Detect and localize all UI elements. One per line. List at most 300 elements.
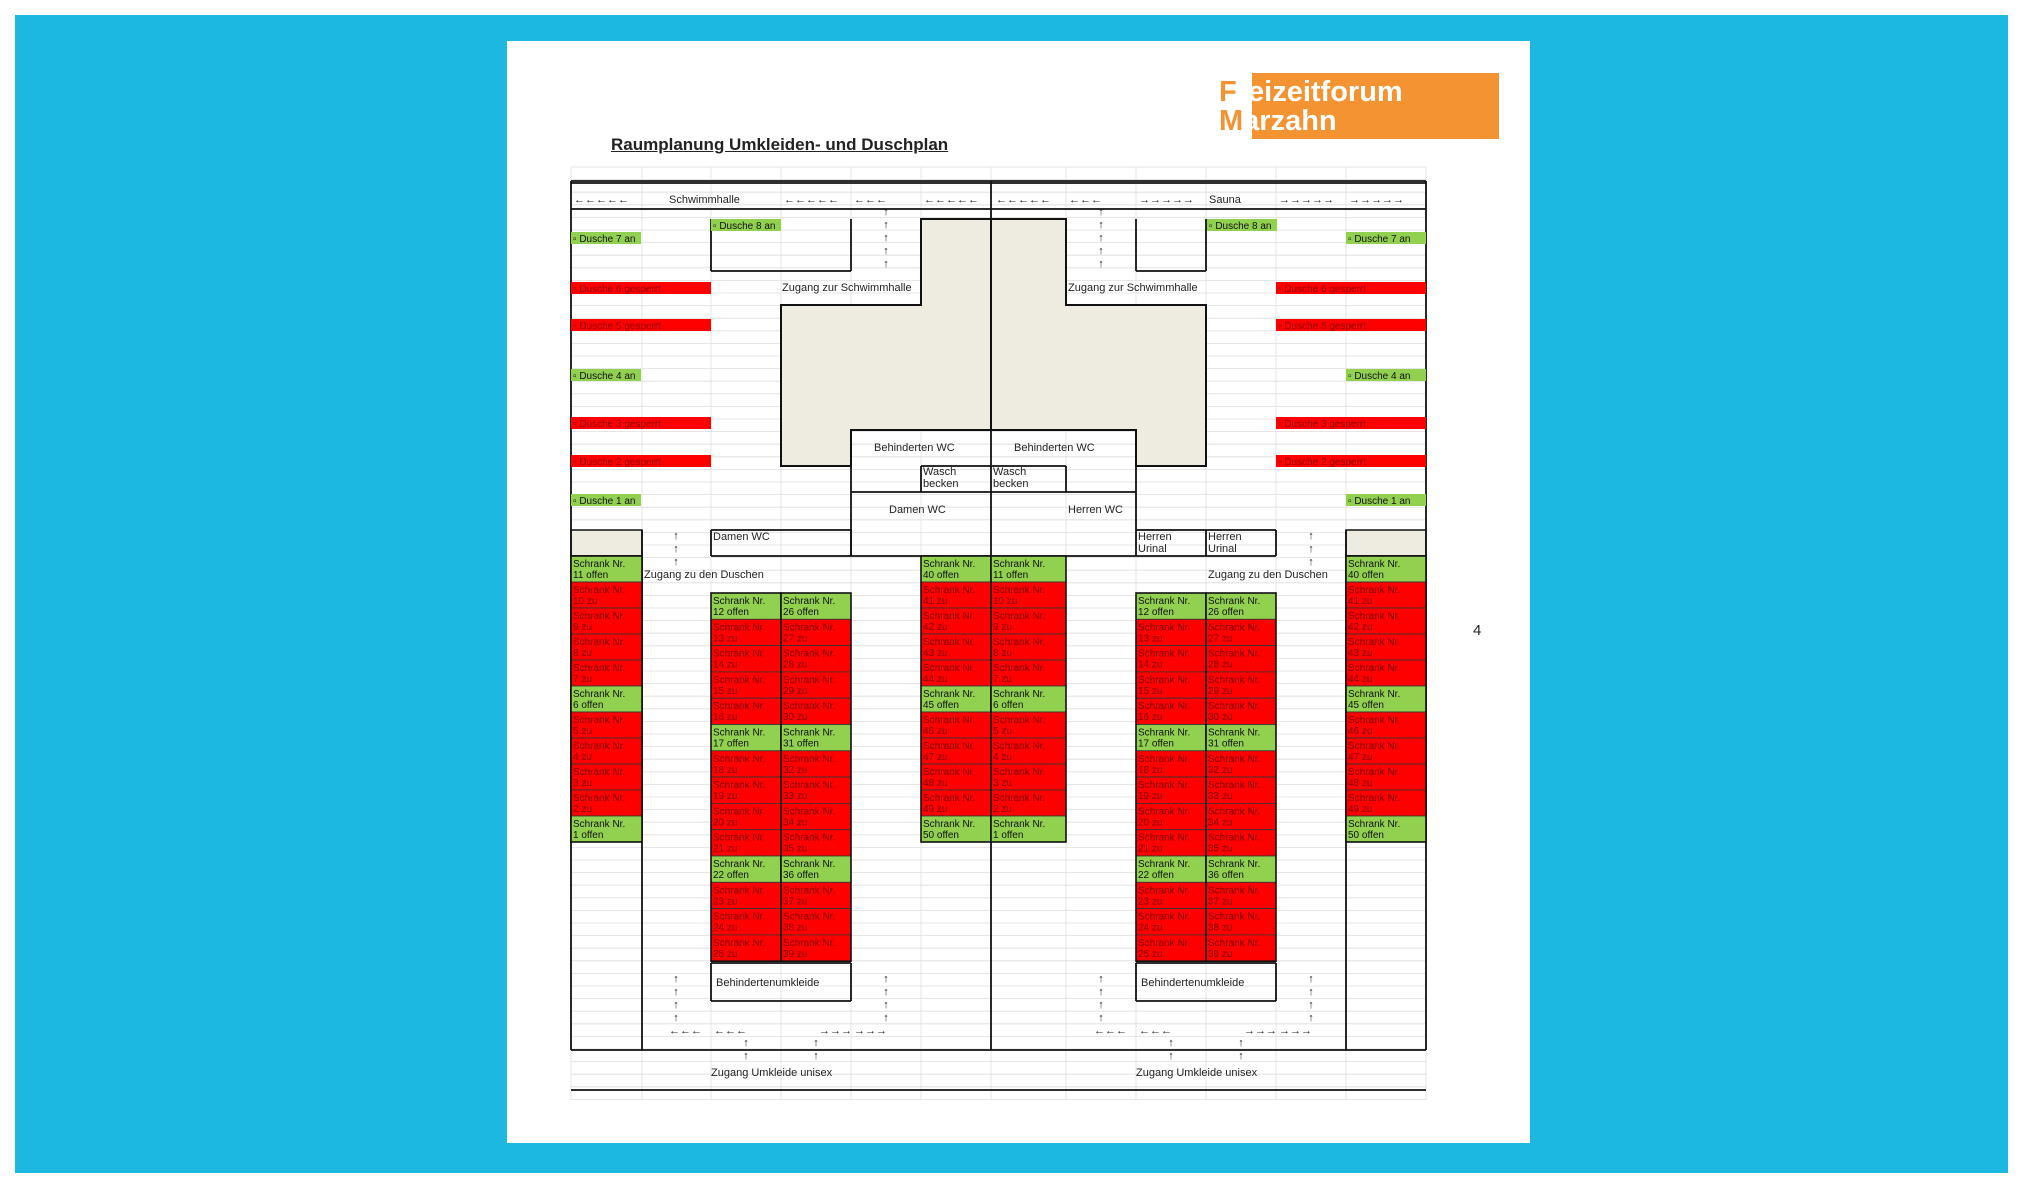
up-arrow-icon: ↑ — [1308, 999, 1314, 1011]
label-herren-wc: Herren WC — [1068, 504, 1124, 516]
arrow-label: →→→→→ — [1279, 194, 1334, 206]
locker-status: 30 zu — [1208, 712, 1233, 724]
locker-label: Schrank Nr. — [1208, 596, 1261, 607]
locker-status: 35 zu — [1208, 843, 1233, 855]
locker-label: Schrank Nr. — [923, 793, 976, 804]
label-damen-wc: Damen WC — [889, 504, 946, 516]
locker-label: Schrank Nr. — [573, 689, 626, 700]
locker-status: 26 offen — [783, 607, 819, 618]
locker-status: 9 zu — [993, 622, 1012, 633]
up-arrow-icon: ↑ — [1098, 206, 1104, 218]
up-arrow-icon: ↑ — [883, 232, 889, 244]
locker-status: 44 zu — [923, 674, 948, 685]
locker-status: 24 zu — [713, 922, 738, 934]
locker-status: 21 zu — [713, 843, 738, 855]
locker-label: Schrank Nr. — [783, 648, 836, 660]
locker-label: Schrank Nr. — [783, 859, 836, 870]
locker-label: Schrank Nr. — [1208, 674, 1261, 686]
locker-status: 46 zu — [923, 726, 948, 737]
locker-status: 40 offen — [923, 570, 959, 581]
label-urinal-2: Urinal — [1208, 543, 1237, 555]
locker-status: 33 zu — [1208, 791, 1233, 803]
locker-label: Schrank Nr. — [713, 753, 766, 765]
locker-label: Schrank Nr. — [993, 741, 1046, 752]
locker-label: Schrank Nr. — [1138, 780, 1191, 792]
locker-status: 17 offen — [713, 738, 749, 750]
locker-label: Schrank Nr. — [713, 622, 766, 634]
locker-label: Schrank Nr. — [1138, 806, 1191, 818]
shower-label: ▫ Dusche 6 gesperrt — [1278, 284, 1367, 295]
locker-status: 14 zu — [1138, 659, 1163, 671]
shower-label: ▫ Dusche 7 an — [1348, 234, 1411, 245]
locker-status: 10 zu — [573, 596, 598, 607]
label-wasch-right: Wasch — [993, 466, 1027, 478]
label-accessible-changing-right: Behindertenumkleide — [1141, 977, 1245, 989]
locker-label: Schrank Nr. — [713, 937, 766, 949]
locker-label: Schrank Nr. — [783, 937, 836, 949]
up-arrow-icon: ↑ — [673, 986, 679, 998]
up-arrow-icon: ↑ — [1168, 1037, 1174, 1049]
locker-label: Schrank Nr. — [1138, 937, 1191, 949]
locker-label: Schrank Nr. — [783, 780, 836, 792]
up-arrow-icon: ↑ — [1308, 530, 1314, 542]
up-arrow-icon: ↑ — [743, 1050, 749, 1062]
up-arrow-icon: ↑ — [673, 999, 679, 1011]
arrow-label: →→→→→ — [1139, 194, 1194, 206]
locker-status: 43 zu — [1348, 648, 1373, 659]
locker-status: 18 zu — [713, 764, 738, 776]
locker-label: Schrank Nr. — [993, 715, 1046, 726]
locker-label: Schrank Nr. — [1138, 885, 1191, 897]
locker-status: 7 zu — [993, 674, 1012, 685]
logo-line-2: Marzahn — [1219, 105, 1337, 137]
up-arrow-icon: ↑ — [1238, 1037, 1244, 1049]
locker-status: 31 offen — [1208, 738, 1244, 750]
locker-label: Schrank Nr. — [1138, 648, 1191, 660]
label-accessible-wc-right: Behinderten WC — [1014, 442, 1095, 454]
locker-label: Schrank Nr. — [783, 885, 836, 897]
locker-status: 27 zu — [783, 633, 808, 645]
locker-status: 8 zu — [573, 648, 592, 659]
locker-status: 41 zu — [1348, 596, 1373, 607]
shower-label: ▫ Dusche 2 gesperrt — [573, 457, 662, 468]
locker-status: 38 zu — [1208, 922, 1233, 934]
up-arrow-icon: ↑ — [1308, 556, 1314, 568]
locker-label: Schrank Nr. — [713, 780, 766, 792]
up-arrow-icon: ↑ — [883, 219, 889, 231]
locker-status: 36 offen — [783, 870, 819, 881]
up-arrow-icon: ↑ — [673, 543, 679, 555]
up-arrow-icon: ↑ — [883, 999, 889, 1011]
locker-label: Schrank Nr. — [993, 793, 1046, 804]
locker-label: Schrank Nr. — [573, 741, 626, 752]
logo-line-1: Freizeitforum — [1219, 76, 1403, 108]
label-changing-access-left: Zugang Umkleide unisex — [711, 1067, 833, 1079]
shower-label: ▫ Dusche 8 an — [713, 221, 776, 232]
locker-status: 9 zu — [573, 622, 592, 633]
locker-status: 39 zu — [783, 948, 808, 960]
locker-status: 36 offen — [1208, 870, 1244, 881]
locker-status: 34 zu — [783, 817, 808, 829]
arrow-label: →→→ — [819, 1025, 852, 1037]
label-pool-access-right: Zugang zur Schwimmhalle — [1068, 282, 1198, 294]
room-left-small — [571, 530, 642, 556]
label-accessible-wc-left: Behinderten WC — [874, 442, 955, 454]
up-arrow-icon: ↑ — [813, 1050, 819, 1062]
up-arrow-icon: ↑ — [1238, 1050, 1244, 1062]
locker-label: Schrank Nr. — [1208, 701, 1261, 713]
locker-label: Schrank Nr. — [993, 559, 1046, 570]
locker-label: Schrank Nr. — [713, 832, 766, 844]
locker-status: 28 zu — [1208, 659, 1233, 671]
label-accessible-changing-left: Behindertenumkleide — [716, 977, 820, 989]
locker-status: 40 offen — [1348, 570, 1384, 581]
locker-status: 16 zu — [1138, 712, 1163, 724]
arrow-label: →→→→→ — [1349, 194, 1404, 206]
locker-label: Schrank Nr. — [713, 596, 766, 607]
up-arrow-icon: ↑ — [1098, 258, 1104, 270]
locker-status: 4 zu — [573, 752, 592, 763]
locker-status: 12 offen — [713, 607, 749, 618]
shower-label: ▫ Dusche 4 an — [1348, 371, 1411, 382]
shower-label: ▫ Dusche 2 gesperrt — [1278, 457, 1367, 468]
locker-label: Schrank Nr. — [573, 611, 626, 622]
locker-label: Schrank Nr. — [923, 689, 976, 700]
up-arrow-icon: ↑ — [1098, 986, 1104, 998]
locker-status: 39 zu — [1208, 948, 1233, 960]
locker-status: 38 zu — [783, 922, 808, 934]
shower-label: ▫ Dusche 1 an — [573, 496, 636, 507]
locker-status: 28 zu — [783, 659, 808, 671]
locker-status: 1 offen — [573, 830, 604, 841]
locker-status: 18 zu — [1138, 764, 1163, 776]
locker-label: Schrank Nr. — [1208, 832, 1261, 844]
locker-label: Schrank Nr. — [1348, 741, 1401, 752]
arrow-label: ←←← — [1139, 1025, 1172, 1037]
label-becken-left: becken — [923, 478, 959, 490]
arrow-label: ←←← — [714, 1025, 747, 1037]
locker-status: 4 zu — [993, 752, 1012, 763]
up-arrow-icon: ↑ — [1098, 232, 1104, 244]
locker-label: Schrank Nr. — [1208, 859, 1261, 870]
up-arrow-icon: ↑ — [883, 986, 889, 998]
arrow-label: ←←←←← — [996, 194, 1051, 206]
arrow-label: ←←← — [1094, 1025, 1127, 1037]
up-arrow-icon: ↑ — [1308, 543, 1314, 555]
up-arrow-icon: ↑ — [673, 556, 679, 568]
locker-status: 5 zu — [573, 726, 592, 737]
locker-status: 29 zu — [1208, 685, 1233, 697]
locker-status: 34 zu — [1208, 817, 1233, 829]
locker-status: 8 zu — [993, 648, 1012, 659]
locker-label: Schrank Nr. — [573, 793, 626, 804]
locker-status: 47 zu — [923, 752, 948, 763]
locker-status: 13 zu — [1138, 633, 1163, 645]
arrow-label: →→→ — [1244, 1025, 1277, 1037]
locker-status: 21 zu — [1138, 843, 1163, 855]
locker-label: Schrank Nr. — [923, 741, 976, 752]
locker-status: 45 offen — [1348, 700, 1384, 711]
locker-label: Schrank Nr. — [1348, 767, 1401, 778]
locker-status: 49 zu — [1348, 804, 1373, 815]
locker-label: Schrank Nr. — [1138, 727, 1191, 739]
locker-status: 23 zu — [1138, 896, 1163, 908]
locker-status: 15 zu — [1138, 685, 1163, 697]
shower-label: ▫ Dusche 3 gesperrt — [1278, 419, 1367, 430]
label-changing-access-right: Zugang Umkleide unisex — [1136, 1067, 1258, 1079]
locker-label: Schrank Nr. — [1138, 753, 1191, 765]
locker-label: Schrank Nr. — [713, 727, 766, 739]
locker-label: Schrank Nr. — [1208, 937, 1261, 949]
locker-label: Schrank Nr. — [923, 819, 976, 830]
locker-status: 50 offen — [1348, 830, 1384, 841]
locker-label: Schrank Nr. — [1208, 885, 1261, 897]
locker-label: Schrank Nr. — [713, 674, 766, 686]
locker-label: Schrank Nr. — [1348, 559, 1401, 570]
room-right-small — [1346, 530, 1426, 556]
up-arrow-icon: ↑ — [1168, 1050, 1174, 1062]
up-arrow-icon: ↑ — [883, 258, 889, 270]
locker-label: Schrank Nr. — [783, 911, 836, 923]
locker-label: Schrank Nr. — [1138, 596, 1191, 607]
locker-status: 12 offen — [1138, 607, 1174, 618]
locker-label: Schrank Nr. — [923, 559, 976, 570]
locker-label: Schrank Nr. — [1138, 859, 1191, 870]
up-arrow-icon: ↑ — [673, 530, 679, 542]
locker-status: 33 zu — [783, 791, 808, 803]
shower-label: ▫ Dusche 6 gesperrt — [573, 284, 662, 295]
up-arrow-icon: ↑ — [673, 973, 679, 985]
locker-status: 24 zu — [1138, 922, 1163, 934]
locker-label: Schrank Nr. — [923, 767, 976, 778]
shower-label: ▫ Dusche 7 an — [573, 234, 636, 245]
locker-status: 48 zu — [923, 778, 948, 789]
up-arrow-icon: ↑ — [1308, 986, 1314, 998]
locker-label: Schrank Nr. — [1348, 793, 1401, 804]
locker-label: Schrank Nr. — [713, 859, 766, 870]
label-pool-access-left: Zugang zur Schwimmhalle — [782, 282, 912, 294]
locker-status: 44 zu — [1348, 674, 1373, 685]
locker-status: 25 zu — [1138, 948, 1163, 960]
locker-label: Schrank Nr. — [783, 622, 836, 634]
locker-label: Schrank Nr. — [1208, 911, 1261, 923]
locker-label: Schrank Nr. — [573, 637, 626, 648]
locker-label: Schrank Nr. — [1208, 622, 1261, 634]
locker-status: 6 offen — [993, 700, 1024, 711]
locker-label: Schrank Nr. — [783, 753, 836, 765]
locker-label: Schrank Nr. — [1138, 674, 1191, 686]
locker-status: 43 zu — [923, 648, 948, 659]
locker-label: Schrank Nr. — [783, 806, 836, 818]
up-arrow-icon: ↑ — [1098, 1012, 1104, 1024]
locker-status: 45 offen — [923, 700, 959, 711]
locker-status: 42 zu — [923, 622, 948, 633]
locker-status: 3 zu — [993, 778, 1012, 789]
arrow-label: ←←←←← — [574, 194, 629, 206]
label-damen-wc-2: Damen WC — [713, 531, 770, 543]
locker-label: Schrank Nr. — [1348, 663, 1401, 674]
arrow-label: ←←←←← — [784, 194, 839, 206]
locker-label: Schrank Nr. — [1208, 648, 1261, 660]
up-arrow-icon: ↑ — [813, 1037, 819, 1049]
arrow-label: →→→ — [1279, 1025, 1312, 1037]
locker-label: Schrank Nr. — [1348, 585, 1401, 596]
locker-status: 32 zu — [1208, 764, 1233, 776]
locker-label: Schrank Nr. — [783, 832, 836, 844]
locker-status: 5 zu — [993, 726, 1012, 737]
shower-label: ▫ Dusche 8 an — [1209, 221, 1272, 232]
label-wasch-left: Wasch — [923, 466, 957, 478]
up-arrow-icon: ↑ — [883, 245, 889, 257]
up-arrow-icon: ↑ — [883, 1012, 889, 1024]
up-arrow-icon: ↑ — [1308, 973, 1314, 985]
locker-status: 48 zu — [1348, 778, 1373, 789]
locker-label: Schrank Nr. — [923, 585, 976, 596]
locker-status: 41 zu — [923, 596, 948, 607]
locker-label: Schrank Nr. — [1138, 832, 1191, 844]
locker-status: 31 offen — [783, 738, 819, 750]
locker-status: 47 zu — [1348, 752, 1373, 763]
locker-status: 42 zu — [1348, 622, 1373, 633]
locker-status: 17 offen — [1138, 738, 1174, 750]
locker-label: Schrank Nr. — [1208, 780, 1261, 792]
locker-label: Schrank Nr. — [713, 885, 766, 897]
locker-status: 32 zu — [783, 764, 808, 776]
locker-status: 19 zu — [1138, 791, 1163, 803]
label-schwimmhalle: Schwimmhalle — [669, 194, 740, 206]
locker-label: Schrank Nr. — [713, 911, 766, 923]
locker-label: Schrank Nr. — [1348, 637, 1401, 648]
locker-label: Schrank Nr. — [713, 806, 766, 818]
shower-label: ▫ Dusche 5 gesperrt — [573, 321, 662, 332]
shower-label: ▫ Dusche 5 gesperrt — [1278, 321, 1367, 332]
label-shower-access-left: Zugang zu den Duschen — [644, 569, 764, 581]
locker-label: Schrank Nr. — [783, 727, 836, 739]
locker-label: Schrank Nr. — [573, 663, 626, 674]
locker-status: 35 zu — [783, 843, 808, 855]
locker-label: Schrank Nr. — [923, 611, 976, 622]
locker-status: 30 zu — [783, 712, 808, 724]
document-title: Raumplanung Umkleiden- und Duschplan — [611, 135, 949, 154]
locker-status: 49 zu — [923, 804, 948, 815]
locker-status: 13 zu — [713, 633, 738, 645]
up-arrow-icon: ↑ — [883, 206, 889, 218]
locker-status: 3 zu — [573, 778, 592, 789]
locker-status: 1 offen — [993, 830, 1024, 841]
locker-label: Schrank Nr. — [923, 637, 976, 648]
locker-status: 2 zu — [573, 804, 592, 815]
locker-status: 20 zu — [1138, 817, 1163, 829]
locker-label: Schrank Nr. — [713, 648, 766, 660]
locker-status: 14 zu — [713, 659, 738, 671]
locker-status: 10 zu — [993, 596, 1018, 607]
locker-status: 6 offen — [573, 700, 604, 711]
label-herren-2: Herren — [1208, 531, 1242, 543]
locker-status: 11 offen — [573, 570, 609, 581]
locker-label: Schrank Nr. — [923, 663, 976, 674]
locker-label: Schrank Nr. — [573, 819, 626, 830]
locker-status: 27 zu — [1208, 633, 1233, 645]
locker-status: 11 offen — [993, 570, 1029, 581]
up-arrow-icon: ↑ — [1098, 973, 1104, 985]
locker-label: Schrank Nr. — [993, 585, 1046, 596]
locker-status: 26 offen — [1208, 607, 1244, 618]
up-arrow-icon: ↑ — [1098, 245, 1104, 257]
label-becken-right: becken — [993, 478, 1029, 490]
locker-label: Schrank Nr. — [1208, 806, 1261, 818]
label-sauna: Sauna — [1209, 194, 1241, 206]
locker-label: Schrank Nr. — [1208, 753, 1261, 765]
locker-label: Schrank Nr. — [573, 715, 626, 726]
locker-label: Schrank Nr. — [923, 715, 976, 726]
locker-label: Schrank Nr. — [783, 701, 836, 713]
locker-status: 46 zu — [1348, 726, 1373, 737]
page-number: 4 — [1473, 622, 1482, 639]
locker-label: Schrank Nr. — [993, 689, 1046, 700]
locker-status: 7 zu — [573, 674, 592, 685]
locker-label: Schrank Nr. — [783, 674, 836, 686]
arrow-label: →→→ — [854, 1025, 887, 1037]
locker-status: 22 offen — [713, 870, 749, 881]
locker-label: Schrank Nr. — [573, 767, 626, 778]
locker-status: 23 zu — [713, 896, 738, 908]
locker-label: Schrank Nr. — [993, 663, 1046, 674]
shower-label: ▫ Dusche 1 an — [1348, 496, 1411, 507]
locker-label: Schrank Nr. — [993, 637, 1046, 648]
locker-label: Schrank Nr. — [1138, 911, 1191, 923]
locker-label: Schrank Nr. — [1208, 727, 1261, 739]
up-arrow-icon: ↑ — [883, 973, 889, 985]
shower-label: ▫ Dusche 4 an — [573, 371, 636, 382]
locker-label: Schrank Nr. — [573, 559, 626, 570]
label-urinal-1: Urinal — [1138, 543, 1167, 555]
locker-status: 20 zu — [713, 817, 738, 829]
arrow-label: ←←← — [669, 1025, 702, 1037]
locker-label: Schrank Nr. — [1138, 701, 1191, 713]
locker-label: Schrank Nr. — [713, 701, 766, 713]
arrow-label: ←←←←← — [924, 194, 979, 206]
locker-label: Schrank Nr. — [1348, 689, 1401, 700]
locker-status: 25 zu — [713, 948, 738, 960]
locker-status: 29 zu — [783, 685, 808, 697]
locker-label: Schrank Nr. — [1138, 622, 1191, 634]
up-arrow-icon: ↑ — [1308, 1012, 1314, 1024]
locker-status: 15 zu — [713, 685, 738, 697]
up-arrow-icon: ↑ — [1098, 999, 1104, 1011]
locker-status: 2 zu — [993, 804, 1012, 815]
locker-status: 50 offen — [923, 830, 959, 841]
locker-status: 37 zu — [783, 896, 808, 908]
locker-label: Schrank Nr. — [993, 767, 1046, 778]
locker-label: Schrank Nr. — [993, 819, 1046, 830]
locker-label: Schrank Nr. — [1348, 819, 1401, 830]
locker-label: Schrank Nr. — [573, 585, 626, 596]
locker-status: 16 zu — [713, 712, 738, 724]
up-arrow-icon: ↑ — [743, 1037, 749, 1049]
locker-status: 19 zu — [713, 791, 738, 803]
locker-label: Schrank Nr. — [1348, 611, 1401, 622]
locker-label: Schrank Nr. — [783, 596, 836, 607]
locker-status: 37 zu — [1208, 896, 1233, 908]
locker-status: 22 offen — [1138, 870, 1174, 881]
up-arrow-icon: ↑ — [673, 1012, 679, 1024]
up-arrow-icon: ↑ — [1098, 219, 1104, 231]
label-herren-1: Herren — [1138, 531, 1172, 543]
shower-label: ▫ Dusche 3 gesperrt — [573, 419, 662, 430]
label-shower-access-right: Zugang zu den Duschen — [1208, 569, 1328, 581]
arrow-label: ←←← — [1069, 194, 1102, 206]
arrow-label: ←←← — [854, 194, 887, 206]
